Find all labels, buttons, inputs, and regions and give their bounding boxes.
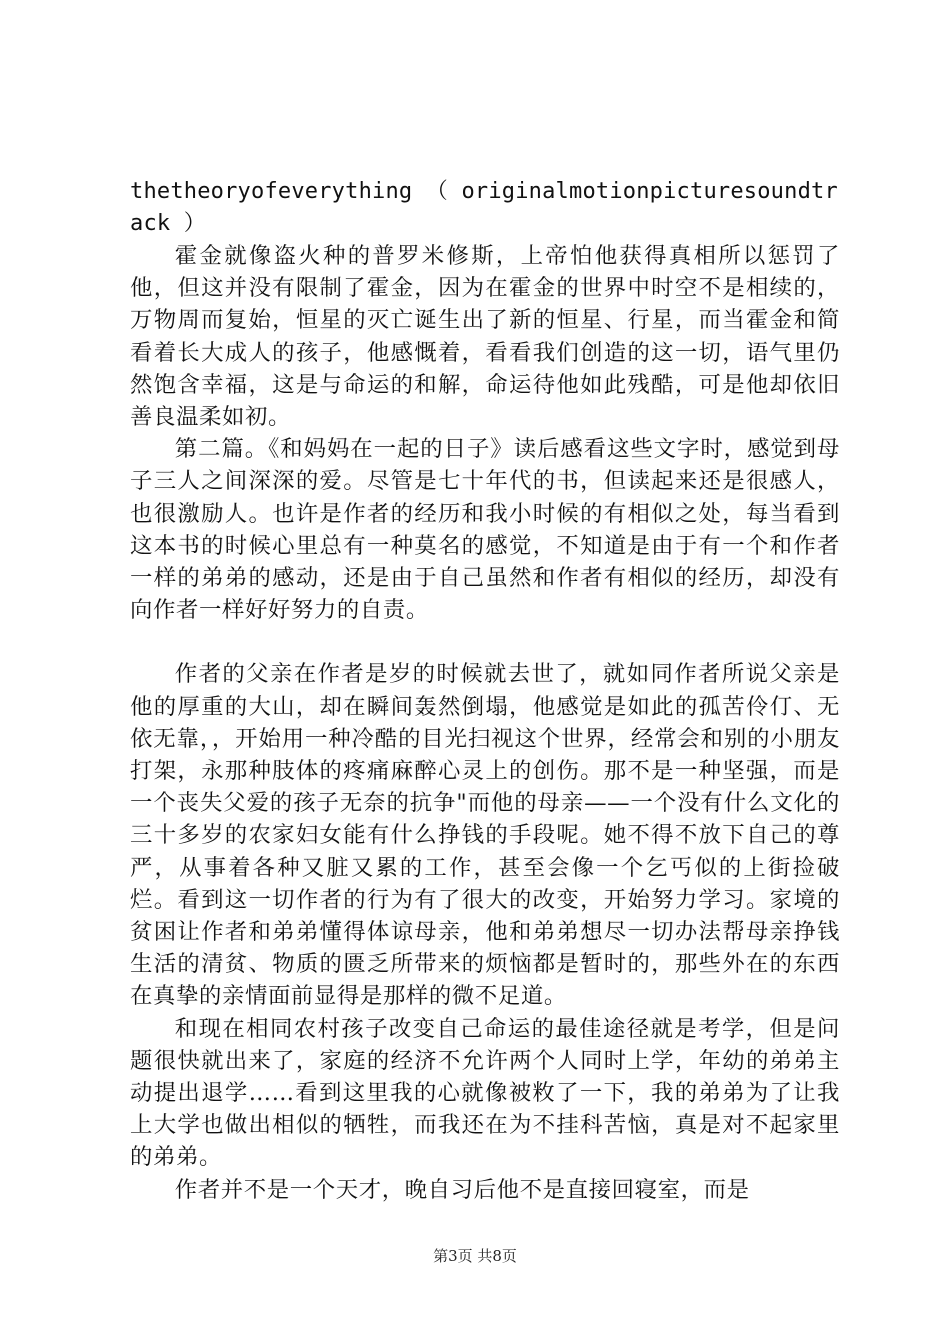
paragraph-hawking: 霍金就像盗火种的普罗米修斯，上帝怕他获得真相所以惩罚了他，但这并没有限制了霍金，因为在霍金的世界中时空不是相续的，万物周而复始，恒星的灭亡诞生出了新的恒星、行星，而当霍金和简看着长大成人的孩子，他感慨着，看看我们创造的这一切，语气里仍然饱含幸福，这是与命运的和解，命运待他如此残酷，可是他却依旧善良温柔如初。 [130, 243, 840, 431]
paragraph-exam-path: 和现在相同农村孩子改变自己命运的最佳途径就是考学，但是问题很快就出来了，家庭的经济不允许两个人同时上学，年幼的弟弟主动提出退学……看到这里我的心就像被敉了一下，我的弟弟为了让我上大学也做出相似的牺牲，而我还在为不挂科苦恼，真是对不起家里的弟弟。 [130, 1015, 840, 1171]
paragraph-father-passed: 作者的父亲在作者是岁的时候就去世了，就如同作者所说父亲是他的厚重的大山，却在瞬间轰然倒塌，他感觉是如此的孤苦伶仃、无依无靠，，开始用一种冷酷的目光扫视这个世界，经常会和别的小朋友打架，永那种肢体的疼痛麻醉心灵上的创伤。那不是一种坚强，而是一个丧失父爱的孩子无奈的抗争"而他的母亲——一个没有什么文化的三十多岁的农家妇女能有什么挣钱的手段呢。她不得不放下自己的尊严，从事着各种又脏又累的工作，甚至会像一个乞丐似的上街捡破烂。看到这一切作者的行为有了很大的改变，开始努力学习。家境的贫困让作者和弟弟懂得体谅母亲，他和弟弟想尽一切办法帮母亲挣钱生活的清贫、物质的匮乏所带来的烦恼都是暂时的，那些外在的东西在真挚的亲情面前显得是那样的微不足道。 [130, 661, 840, 1010]
paragraph-second-article-intro: 第二篇。《和妈妈在一起的日子》读后感看这些文字时，感觉到母子三人之间深深的爱。尽管是七十年代的书，但读起来还是很感人，也很激励人。也许是作者的经历和我小时候的有相似之处，每当看到这本书的时候心里总有一种莫名的感觉，不知道是由于有一个和作者一样的弟弟的感动，还是由于自己虽然和作者有相似的经历，却没有向作者一样好好努力的自责。 [130, 436, 840, 624]
soundtrack-title-line: thetheoryofeverything （ originalmotionpicturesoundtrack ） [130, 179, 838, 236]
document-body [130, 176, 840, 1206]
paragraph-not-genius: 作者并不是一个天才，晚自习后他不是直接回寝室，而是 [174, 1176, 750, 1203]
page-number-footer: 第3页 共8页 [433, 1247, 517, 1265]
